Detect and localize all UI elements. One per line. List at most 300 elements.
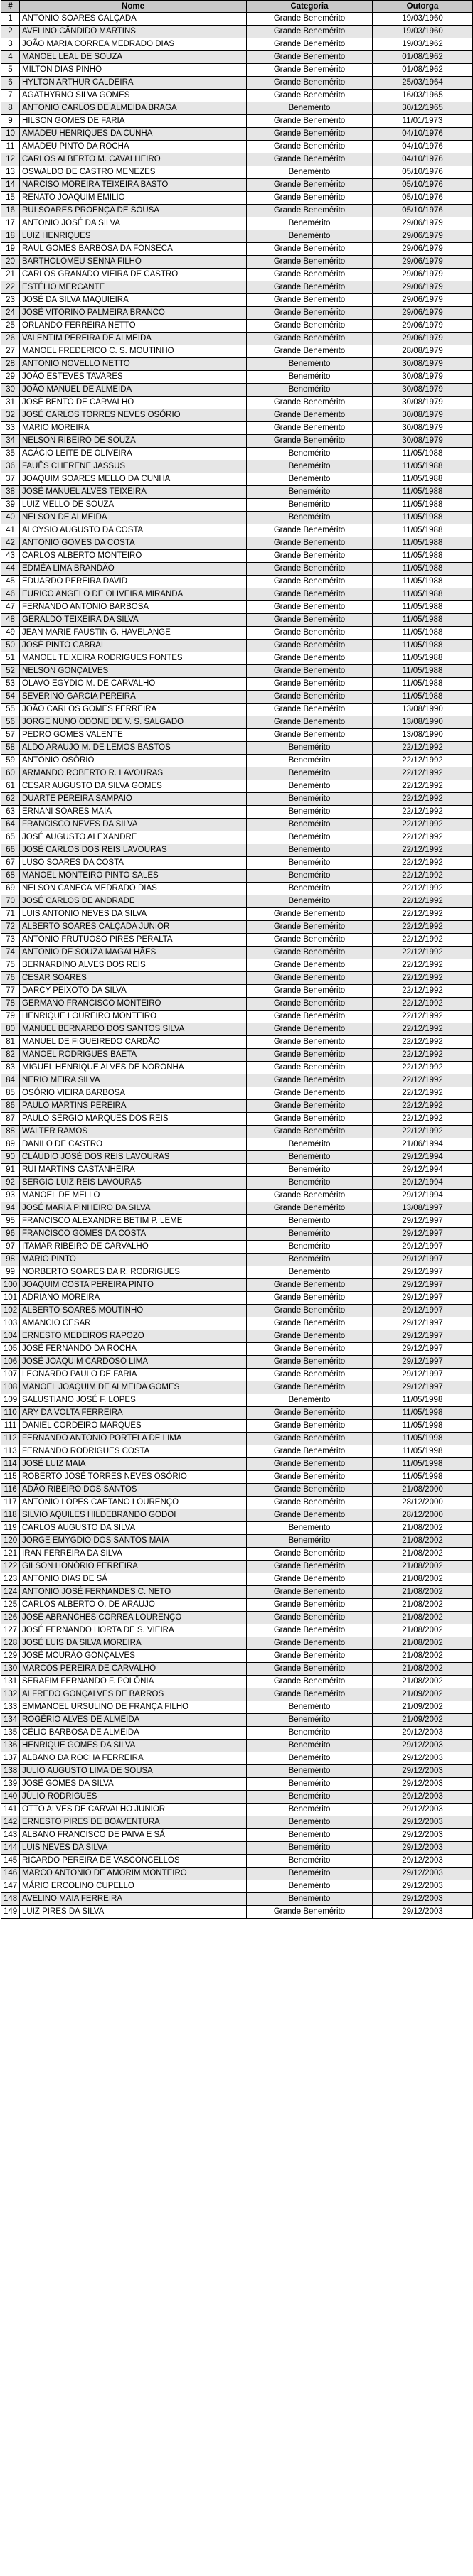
table-row [1, 38, 473, 51]
row-name: NELSON DE ALMEIDA [20, 512, 247, 524]
table-row [1, 1484, 473, 1497]
row-category: Grande Benemérito [247, 179, 373, 192]
row-name: AVELINO CÂNDIDO MARTINS [20, 26, 247, 38]
row-number: 60 [1, 767, 20, 780]
row-category: Grande Benemérito [247, 1586, 373, 1599]
table-row [1, 1458, 473, 1471]
row-category: Benemérito [247, 371, 373, 384]
row-category: Grande Benemérito [247, 153, 373, 166]
row-name: JOSÉ CARLOS TORRES NEVES OSÓRIO [20, 409, 247, 422]
row-number: 129 [1, 1650, 20, 1663]
row-category: Grande Benemérito [247, 576, 373, 588]
row-date: 22/12/1992 [373, 972, 473, 985]
table-row [1, 652, 473, 665]
row-name: JOAQUIM COSTA PEREIRA PINTO [20, 1279, 247, 1292]
row-category: Benemérito [247, 1535, 373, 1548]
row-number: 147 [1, 1880, 20, 1893]
row-category: Benemérito [247, 1151, 373, 1164]
table-row [1, 665, 473, 678]
table-row [1, 614, 473, 627]
row-category: Grande Benemérito [247, 141, 373, 153]
row-name: ERNANI SOARES MAIA [20, 806, 247, 819]
table-row [1, 1471, 473, 1484]
row-number: 145 [1, 1855, 20, 1868]
table-row [1, 512, 473, 524]
row-number: 2 [1, 26, 20, 38]
row-date: 21/08/2002 [373, 1637, 473, 1650]
row-number: 54 [1, 691, 20, 704]
row-category: Grande Benemérito [247, 1202, 373, 1215]
row-name: DUARTE PEREIRA SAMPAIO [20, 793, 247, 806]
row-date: 30/08/1979 [373, 397, 473, 409]
row-number: 43 [1, 550, 20, 563]
row-name: JOSÉ LUIZ MAIA [20, 1458, 247, 1471]
row-name: AMADEU HENRIQUES DA CUNHA [20, 128, 247, 141]
row-number: 128 [1, 1637, 20, 1650]
row-category: Benemérito [247, 1522, 373, 1535]
row-name: LUIS ANTONIO NEVES DA SILVA [20, 908, 247, 921]
table-row [1, 691, 473, 704]
row-date: 30/08/1979 [373, 422, 473, 435]
table-row [1, 857, 473, 870]
row-name: MARCO ANTONIO DE AMORIM MONTEIRO [20, 1868, 247, 1880]
row-number: 73 [1, 934, 20, 947]
row-category: Grande Benemérito [247, 1445, 373, 1458]
row-category: Grande Benemérito [247, 627, 373, 640]
row-date: 29/12/1997 [373, 1317, 473, 1330]
row-number: 33 [1, 422, 20, 435]
row-number: 146 [1, 1868, 20, 1880]
row-date: 22/12/1992 [373, 921, 473, 934]
row-number: 23 [1, 294, 20, 307]
row-number: 93 [1, 1190, 20, 1202]
row-date: 22/12/1992 [373, 806, 473, 819]
table-row [1, 1829, 473, 1842]
row-category: Grande Benemérito [247, 1113, 373, 1126]
row-name: SEVERINO GARCIA PEREIRA [20, 691, 247, 704]
row-date: 22/12/1992 [373, 895, 473, 908]
row-name: ALBERTO SOARES MOUTINHO [20, 1305, 247, 1317]
row-category: Benemérito [247, 358, 373, 371]
table-row [1, 460, 473, 473]
row-name: ANTONIO LOPES CAETANO LOURENÇO [20, 1497, 247, 1509]
row-name: ALFREDO GONÇALVES DE BARROS [20, 1688, 247, 1701]
table-row [1, 1062, 473, 1074]
row-name: JOSÉ PINTO CABRAL [20, 640, 247, 652]
row-category: Grande Benemérito [247, 1126, 373, 1138]
row-category: Benemérito [247, 512, 373, 524]
row-name: OSWALDO DE CASTRO MENEZES [20, 166, 247, 179]
table-row [1, 1497, 473, 1509]
row-date: 11/05/1998 [373, 1445, 473, 1458]
table-row [1, 345, 473, 358]
row-date: 22/12/1992 [373, 793, 473, 806]
row-date: 29/12/1997 [373, 1241, 473, 1254]
row-category: Benemérito [247, 1254, 373, 1266]
table-row [1, 1778, 473, 1791]
row-name: NELSON CANECA MEDRADO DIAS [20, 883, 247, 895]
row-date: 21/08/2002 [373, 1522, 473, 1535]
row-number: 6 [1, 77, 20, 90]
table-row [1, 1650, 473, 1663]
table-row [1, 1356, 473, 1369]
row-date: 21/08/2002 [373, 1624, 473, 1637]
row-number: 112 [1, 1433, 20, 1445]
table-row [1, 1202, 473, 1215]
row-date: 21/08/2002 [373, 1586, 473, 1599]
row-category: Grande Benemérito [247, 345, 373, 358]
row-date: 11/05/1988 [373, 512, 473, 524]
row-name: MANOEL LEAL DE SOUZA [20, 51, 247, 64]
row-name: ANTONIO JOSÉ FERNANDES C. NETO [20, 1586, 247, 1599]
row-name: NARCISO MOREIRA TEIXEIRA BASTO [20, 179, 247, 192]
row-category: Grande Benemérito [247, 678, 373, 691]
row-category: Grande Benemérito [247, 1624, 373, 1637]
row-name: CESAR AUGUSTO DA SILVA GOMES [20, 780, 247, 793]
table-row [1, 742, 473, 755]
row-date: 29/12/2003 [373, 1842, 473, 1855]
row-category: Grande Benemérito [247, 90, 373, 102]
table-row [1, 1215, 473, 1228]
row-name: ALOYSIO AUGUSTO DA COSTA [20, 524, 247, 537]
table-row [1, 1688, 473, 1701]
row-number: 41 [1, 524, 20, 537]
row-category: Benemérito [247, 1740, 373, 1752]
table-row [1, 1509, 473, 1522]
row-date: 29/12/2003 [373, 1804, 473, 1816]
table-row [1, 1049, 473, 1062]
row-name: ANTONIO DIAS DE SÁ [20, 1573, 247, 1586]
row-number: 62 [1, 793, 20, 806]
row-category: Grande Benemérito [247, 1548, 373, 1561]
row-category: Grande Benemérito [247, 1663, 373, 1676]
row-category: Grande Benemérito [247, 192, 373, 205]
row-date: 30/08/1979 [373, 384, 473, 397]
row-date: 11/05/1988 [373, 601, 473, 614]
row-date: 22/12/1992 [373, 947, 473, 959]
row-date: 29/12/1997 [373, 1343, 473, 1356]
row-date: 13/08/1990 [373, 704, 473, 716]
row-category: Benemérito [247, 1701, 373, 1714]
table-row [1, 819, 473, 831]
row-number: 81 [1, 1036, 20, 1049]
table-row [1, 153, 473, 166]
row-name: GERALDO TEIXEIRA DA SILVA [20, 614, 247, 627]
row-number: 5 [1, 64, 20, 77]
row-category: Grande Benemérito [247, 601, 373, 614]
row-date: 29/12/1997 [373, 1305, 473, 1317]
row-category: Benemérito [247, 1752, 373, 1765]
row-category: Grande Benemérito [247, 1420, 373, 1433]
row-name: GERMANO FRANCISCO MONTEIRO [20, 998, 247, 1011]
table-row [1, 1561, 473, 1573]
row-name: AGATHYRNO SILVA GOMES [20, 90, 247, 102]
row-number: 119 [1, 1522, 20, 1535]
row-number: 79 [1, 1011, 20, 1023]
table-row [1, 1893, 473, 1906]
row-name: MANUEL BERNARDO DOS SANTOS SILVA [20, 1023, 247, 1036]
table-row [1, 205, 473, 217]
row-category: Grande Benemérito [247, 1458, 373, 1471]
table-row [1, 281, 473, 294]
row-category: Grande Benemérito [247, 1100, 373, 1113]
row-name: CÉLIO BARBOSA DE ALMEIDA [20, 1727, 247, 1740]
row-date: 11/05/1988 [373, 448, 473, 460]
row-date: 05/10/1976 [373, 205, 473, 217]
table-row [1, 243, 473, 256]
row-name: EDMÉA LIMA BRANDÃO [20, 563, 247, 576]
row-number: 97 [1, 1241, 20, 1254]
row-category: Grande Benemérito [247, 1561, 373, 1573]
row-date: 01/08/1962 [373, 64, 473, 77]
row-name: RUI MARTINS CASTANHEIRA [20, 1164, 247, 1177]
row-category: Benemérito [247, 1829, 373, 1842]
row-date: 22/12/1992 [373, 857, 473, 870]
row-category: Benemérito [247, 166, 373, 179]
row-date: 22/12/1992 [373, 1074, 473, 1087]
table-body [1, 13, 473, 1919]
row-date: 29/06/1979 [373, 269, 473, 281]
row-date: 29/12/2003 [373, 1906, 473, 1919]
row-category: Grande Benemérito [247, 691, 373, 704]
row-number: 64 [1, 819, 20, 831]
table-row [1, 1804, 473, 1816]
row-number: 95 [1, 1215, 20, 1228]
row-date: 30/08/1979 [373, 435, 473, 448]
row-name: CARLOS AUGUSTO DA SILVA [20, 1522, 247, 1535]
table-row [1, 1573, 473, 1586]
row-category: Benemérito [247, 755, 373, 767]
row-name: PAULO MARTINS PEREIRA [20, 1100, 247, 1113]
row-date: 29/12/1994 [373, 1164, 473, 1177]
row-date: 21/08/2002 [373, 1650, 473, 1663]
table-row [1, 1433, 473, 1445]
table-row [1, 1765, 473, 1778]
table-row [1, 384, 473, 397]
table-row [1, 115, 473, 128]
table-row [1, 358, 473, 371]
row-category: Grande Benemérito [247, 947, 373, 959]
table-row [1, 1126, 473, 1138]
row-number: 27 [1, 345, 20, 358]
table-row [1, 831, 473, 844]
row-name: JOSÉ GOMES DA SILVA [20, 1778, 247, 1791]
row-name: MANOEL RODRIGUES BAETA [20, 1049, 247, 1062]
row-name: MÁRIO ERCOLINO CUPELLO [20, 1880, 247, 1893]
row-name: CLÁUDIO JOSÉ DOS REIS LAVOURAS [20, 1151, 247, 1164]
row-number: 122 [1, 1561, 20, 1573]
table-row [1, 1714, 473, 1727]
row-date: 22/12/1992 [373, 844, 473, 857]
header-date: Outorga [373, 1, 473, 13]
row-name: MANOEL MONTEIRO PINTO SALES [20, 870, 247, 883]
row-name: EDUARDO PEREIRA DAVID [20, 576, 247, 588]
row-date: 29/06/1979 [373, 320, 473, 333]
row-number: 37 [1, 473, 20, 486]
row-name: ALDO ARAUJO M. DE LEMOS BASTOS [20, 742, 247, 755]
row-category: Grande Benemérito [247, 1599, 373, 1612]
row-category: Grande Benemérito [247, 320, 373, 333]
row-name: JORGE EMYGDIO DOS SANTOS MAIA [20, 1535, 247, 1548]
row-number: 13 [1, 166, 20, 179]
table-row [1, 1522, 473, 1535]
row-date: 29/12/1994 [373, 1151, 473, 1164]
table-row [1, 959, 473, 972]
table-row [1, 1727, 473, 1740]
row-name: JOSÉ FERNANDO DA ROCHA [20, 1343, 247, 1356]
table-row [1, 1087, 473, 1100]
row-name: MILTON DIAS PINHO [20, 64, 247, 77]
row-category: Benemérito [247, 1842, 373, 1855]
row-number: 78 [1, 998, 20, 1011]
table-row [1, 217, 473, 230]
table-row [1, 1164, 473, 1177]
row-number: 124 [1, 1586, 20, 1599]
row-number: 31 [1, 397, 20, 409]
table-row [1, 1868, 473, 1880]
row-category: Grande Benemérito [247, 985, 373, 998]
table-row [1, 51, 473, 64]
row-date: 22/12/1992 [373, 742, 473, 755]
table-row [1, 1740, 473, 1752]
table-row [1, 166, 473, 179]
row-number: 121 [1, 1548, 20, 1561]
row-number: 104 [1, 1330, 20, 1343]
row-number: 113 [1, 1445, 20, 1458]
row-category: Grande Benemérito [247, 908, 373, 921]
row-name: JOÃO MANUEL DE ALMEIDA [20, 384, 247, 397]
row-date: 01/08/1962 [373, 51, 473, 64]
row-date: 22/12/1992 [373, 908, 473, 921]
row-category: Grande Benemérito [247, 959, 373, 972]
row-category: Benemérito [247, 1893, 373, 1906]
row-name: CESAR SOARES [20, 972, 247, 985]
row-name: RICARDO PEREIRA DE VASCONCELLOS [20, 1855, 247, 1868]
table-row [1, 269, 473, 281]
row-name: CARLOS ALBERTO O. DE ARAUJO [20, 1599, 247, 1612]
row-date: 29/12/1994 [373, 1190, 473, 1202]
table-row [1, 307, 473, 320]
row-category: Grande Benemérito [247, 269, 373, 281]
row-category: Grande Benemérito [247, 243, 373, 256]
row-number: 12 [1, 153, 20, 166]
table-row [1, 64, 473, 77]
row-number: 1 [1, 13, 20, 26]
row-category: Benemérito [247, 844, 373, 857]
table-row [1, 998, 473, 1011]
row-name: JOSÉ LUIS DA SILVA MOREIRA [20, 1637, 247, 1650]
row-number: 15 [1, 192, 20, 205]
table-row [1, 767, 473, 780]
row-name: ANTONIO GOMES DA COSTA [20, 537, 247, 550]
row-category: Grande Benemérito [247, 1190, 373, 1202]
table-row [1, 1624, 473, 1637]
row-number: 38 [1, 486, 20, 499]
row-category: Benemérito [247, 1868, 373, 1880]
row-number: 63 [1, 806, 20, 819]
row-date: 22/12/1992 [373, 1100, 473, 1113]
row-date: 29/06/1979 [373, 256, 473, 269]
row-category: Grande Benemérito [247, 1292, 373, 1305]
row-number: 4 [1, 51, 20, 64]
row-number: 25 [1, 320, 20, 333]
table-row [1, 640, 473, 652]
row-category: Grande Benemérito [247, 1471, 373, 1484]
row-category: Grande Benemérito [247, 1573, 373, 1586]
table-row [1, 947, 473, 959]
row-date: 29/06/1979 [373, 217, 473, 230]
row-category: Grande Benemérito [247, 1011, 373, 1023]
row-name: ADRIANO MOREIRA [20, 1292, 247, 1305]
row-number: 99 [1, 1266, 20, 1279]
row-number: 103 [1, 1317, 20, 1330]
row-name: ORLANDO FERREIRA NETTO [20, 320, 247, 333]
row-number: 141 [1, 1804, 20, 1816]
row-name: RAUL GOMES BARBOSA DA FONSECA [20, 243, 247, 256]
row-category: Benemérito [247, 1765, 373, 1778]
row-date: 21/08/2002 [373, 1535, 473, 1548]
row-date: 19/03/1960 [373, 13, 473, 26]
row-name: FERNANDO ANTONIO PORTELA DE LIMA [20, 1433, 247, 1445]
row-category: Grande Benemérito [247, 972, 373, 985]
row-number: 19 [1, 243, 20, 256]
table-row [1, 1535, 473, 1548]
row-date: 13/08/1990 [373, 716, 473, 729]
row-category: Grande Benemérito [247, 1330, 373, 1343]
row-number: 138 [1, 1765, 20, 1778]
row-date: 21/08/2002 [373, 1573, 473, 1586]
row-category: Grande Benemérito [247, 524, 373, 537]
row-name: FRANCISCO ALEXANDRE BETIM P. LEME [20, 1215, 247, 1228]
table-row [1, 1394, 473, 1407]
row-category: Grande Benemérito [247, 1317, 373, 1330]
row-name: JOSÉ BENTO DE CARVALHO [20, 397, 247, 409]
row-date: 11/05/1988 [373, 537, 473, 550]
row-name: BARTHOLOMEU SENNA FILHO [20, 256, 247, 269]
row-number: 75 [1, 959, 20, 972]
row-name: JOSÉ DA SILVA MAQUIEIRA [20, 294, 247, 307]
row-date: 11/05/1988 [373, 473, 473, 486]
row-date: 11/05/1998 [373, 1407, 473, 1420]
row-category: Grande Benemérito [247, 1023, 373, 1036]
row-number: 57 [1, 729, 20, 742]
row-date: 21/08/2002 [373, 1561, 473, 1573]
row-number: 67 [1, 857, 20, 870]
row-name: JOSÉ AUGUSTO ALEXANDRE [20, 831, 247, 844]
row-category: Grande Benemérito [247, 998, 373, 1011]
row-number: 71 [1, 908, 20, 921]
row-category: Grande Benemérito [247, 1062, 373, 1074]
row-date: 29/12/2003 [373, 1740, 473, 1752]
row-number: 123 [1, 1573, 20, 1586]
table-row [1, 729, 473, 742]
table-row [1, 435, 473, 448]
table-row [1, 1701, 473, 1714]
row-name: GILSON HONÓRIO FERREIRA [20, 1561, 247, 1573]
table-row [1, 1177, 473, 1190]
table-row [1, 563, 473, 576]
row-name: ERNESTO MEDEIROS RAPOZO [20, 1330, 247, 1343]
row-name: ANTONIO DE SOUZA MAGALHÃES [20, 947, 247, 959]
row-number: 106 [1, 1356, 20, 1369]
row-date: 22/12/1992 [373, 1113, 473, 1126]
row-number: 7 [1, 90, 20, 102]
row-category: Grande Benemérito [247, 333, 373, 345]
row-date: 28/08/1979 [373, 345, 473, 358]
row-number: 91 [1, 1164, 20, 1177]
row-name: SERAFIM FERNANDO F. POLÔNIA [20, 1676, 247, 1688]
row-name: JORGE NUNO ODONE DE V. S. SALGADO [20, 716, 247, 729]
